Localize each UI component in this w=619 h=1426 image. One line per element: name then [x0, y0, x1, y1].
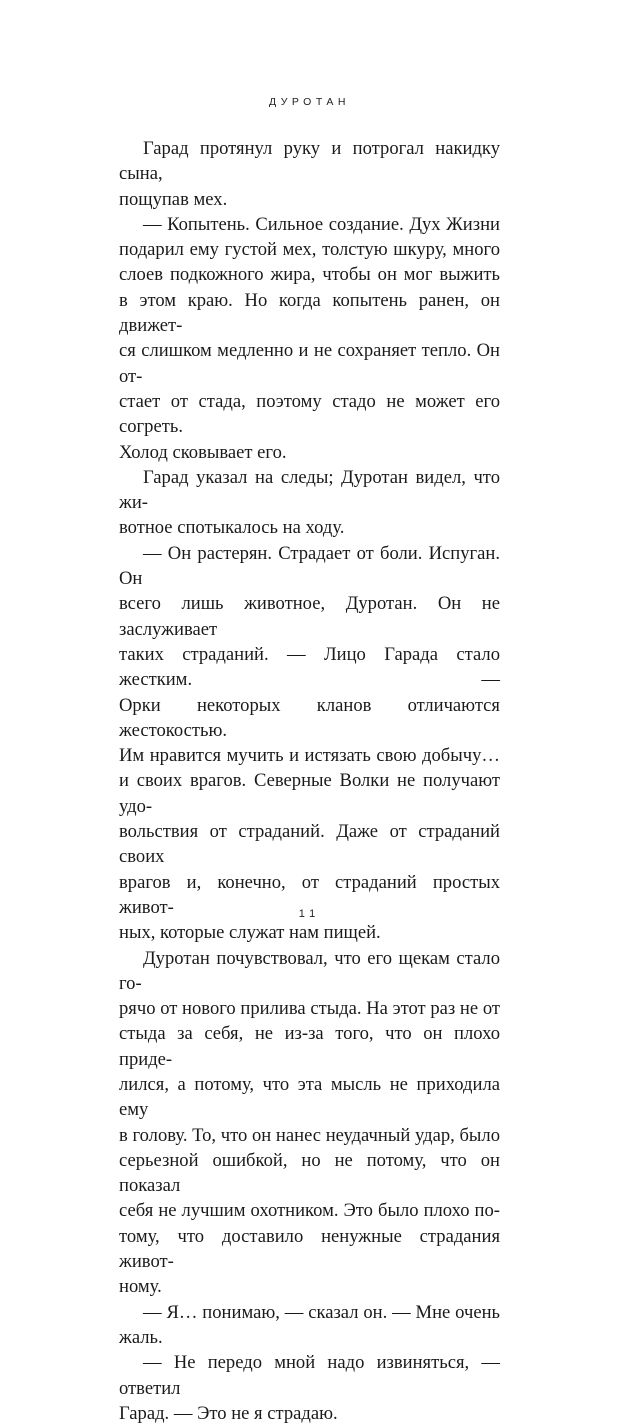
running-head: ДУРОТАН [269, 96, 350, 108]
text-line: вольствия от страданий. Даже от страданий своих [119, 821, 500, 868]
paragraph [119, 541, 500, 946]
body-text [119, 136, 500, 1426]
text-line: слоев подкожного жира, чтобы он мог выжить [119, 264, 500, 286]
text-line: лился, а потому, что эта мысль не приходила ему [119, 1073, 500, 1121]
text-line: серьезной ошибкой, но не потому, что он показал [119, 1149, 500, 1197]
text-line: стыда за себя, не из-за того, что он плохо приде- [119, 1023, 500, 1070]
paragraph [119, 946, 500, 1300]
text-line: подарил ему густой мех, толстую шкуру, много [119, 239, 500, 261]
text-line: в этом краю. Но когда копытень ранен, он движет- [119, 289, 500, 337]
text-line: себя не лучшим охотником. Это было плохо по- [119, 1200, 500, 1222]
text-line: и своих врагов. Северные Волки не получают удо- [119, 770, 500, 817]
text-line: пощупав мех. [119, 188, 228, 210]
text-line: Гарад. — Это не я страдаю. [119, 1402, 338, 1424]
text-line: рячо от нового прилива стыда. На этот раз не от [119, 998, 500, 1020]
text-line: в голову. То, что он нанес неудачный удар, было [119, 1124, 500, 1146]
paragraph [119, 212, 500, 465]
paragraph [119, 465, 500, 541]
text-line: — Я… понимаю, — сказал он. — Мне очень [143, 1301, 500, 1323]
text-line: ному. [119, 1276, 162, 1298]
text-line: тому, что доставило ненужные страдания живот- [119, 1225, 500, 1273]
paragraph [119, 1300, 500, 1351]
text-line: всего лишь животное, Дуротан. Он не заслуживает [119, 593, 500, 640]
text-line: ных, которые служат нам пищей. [119, 922, 381, 944]
text-line: Дуротан почувствовал, что его щекам стало го- [119, 947, 500, 994]
text-line: Гарад протянул руку и потрогал накидку сына, [119, 138, 500, 185]
text-line: Холод сковывает его. [119, 441, 287, 463]
paragraph [119, 136, 500, 212]
text-line: Им нравится мучить и истязать свою добычу… [119, 745, 500, 767]
text-line: Гарад указал на следы; Дуротан видел, что жи- [119, 466, 500, 514]
text-line: — Копытень. Сильное создание. Дух Жизни [143, 213, 500, 235]
text-line: вотное спотыкалось на ходу. [119, 517, 345, 539]
text-line: Орки некоторых кланов отличаются жестокостью. [119, 694, 500, 741]
text-line: — Не передо мной надо извиняться, — ответил [119, 1352, 500, 1399]
text-line: стает от стада, поэтому стадо не может его согреть. [119, 390, 500, 438]
page-number: 11 [298, 908, 321, 920]
text-line: врагов и, конечно, от страданий простых живот- [119, 871, 500, 918]
text-line: жаль. [119, 1326, 163, 1348]
text-line: — Он растерян. Страдает от боли. Испуган. Он [119, 542, 500, 590]
text-line: ся слишком медленно и не сохраняет тепло. Он от- [119, 340, 500, 387]
text-line: таких страданий. — Лицо Гарада стало жестким. — [119, 643, 500, 691]
paragraph [119, 1350, 500, 1426]
